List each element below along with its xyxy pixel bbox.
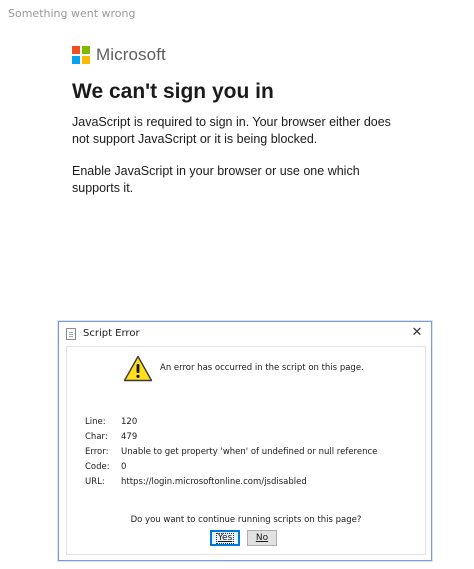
- detail-value: 479: [121, 432, 138, 442]
- dialog-titlebar[interactable]: [59, 322, 431, 346]
- dialog-title: Script Error: [83, 328, 140, 339]
- detail-value: https://login.microsoftonline.com/jsdisabled: [121, 477, 307, 487]
- yes-button[interactable]: [210, 530, 240, 546]
- detail-label: Code:: [85, 462, 110, 472]
- detail-code: [85, 462, 126, 472]
- detail-value: 0: [121, 462, 127, 472]
- detail-label: URL:: [85, 477, 105, 487]
- error-message: An error has occurred in the script on this page.: [160, 363, 364, 373]
- detail-url: [85, 477, 307, 487]
- document-icon: [66, 328, 76, 340]
- detail-value: 120: [121, 417, 138, 427]
- page-title: We can't sign you in: [72, 80, 274, 103]
- detail-label: Line:: [85, 417, 106, 427]
- detail-error: [85, 447, 377, 457]
- no-button-label: No: [255, 533, 269, 543]
- microsoft-logo: [72, 45, 166, 65]
- enable-javascript-message: Enable JavaScript in your browser or use one which supports it.: [72, 164, 360, 195]
- yes-button-label: Yes: [217, 533, 233, 543]
- script-error-dialog: [58, 321, 432, 561]
- warning-icon: [123, 355, 153, 382]
- detail-value: Unable to get property 'when' of undefined or null reference: [121, 447, 378, 457]
- detail-char: [85, 432, 137, 442]
- detail-line: [85, 417, 137, 427]
- close-icon[interactable]: ✕: [411, 325, 423, 340]
- dialog-body: [66, 346, 426, 555]
- continue-question: Do you want to continue running scripts on this page?: [130, 515, 362, 525]
- microsoft-logo-icon: [72, 46, 90, 64]
- window-title: Something went wrong: [8, 7, 136, 20]
- no-button[interactable]: [247, 530, 277, 546]
- javascript-required-message: JavaScript is required to sign in. Your browser either does not support JavaScript or it is being blocked.: [72, 115, 391, 146]
- detail-label: Char:: [85, 432, 108, 442]
- microsoft-wordmark: Microsoft: [96, 45, 166, 64]
- detail-label: Error:: [85, 447, 109, 457]
